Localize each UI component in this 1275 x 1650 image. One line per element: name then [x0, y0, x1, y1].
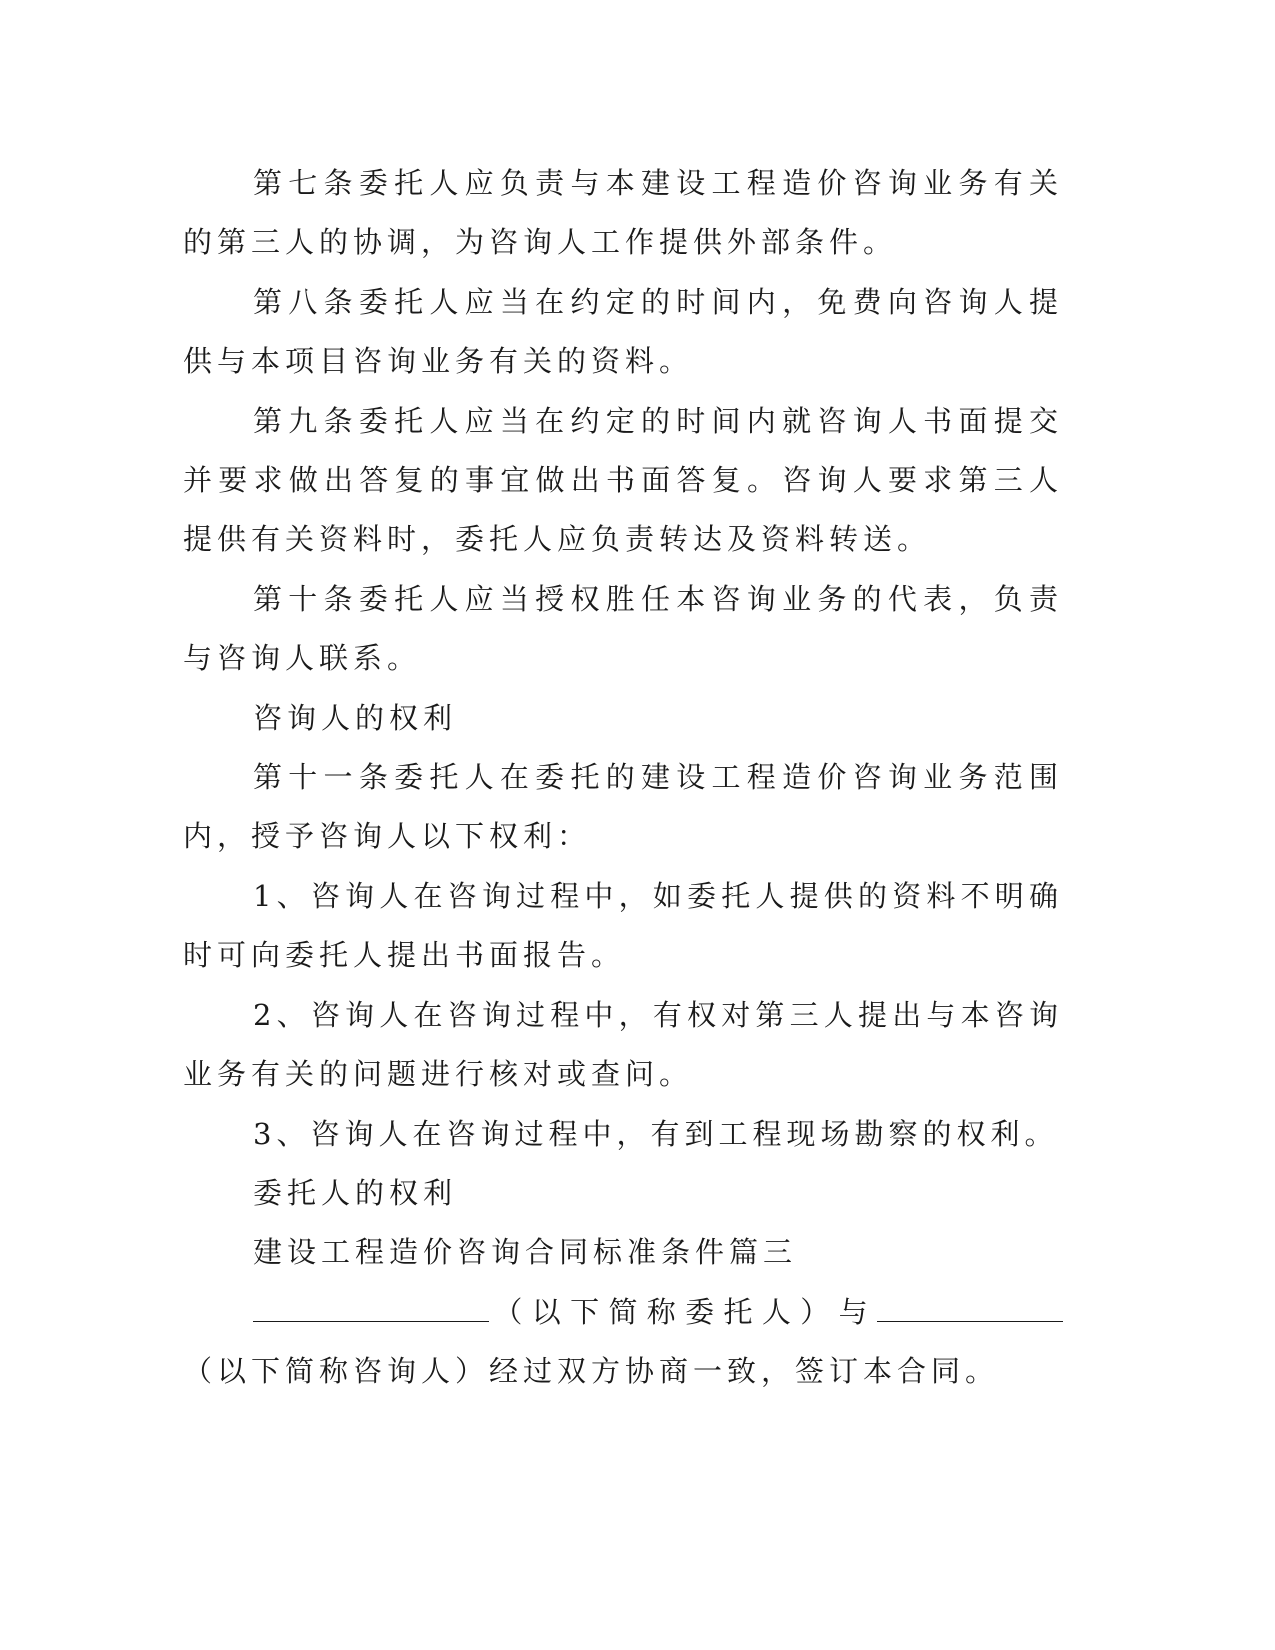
article-8: 第八条委托人应当在约定的时间内，免费向咨询人提供与本项目咨询业务有关的资料。	[183, 284, 1063, 379]
section-heading-part-3: 建设工程造价咨询合同标准条件篇三	[253, 1235, 798, 1270]
document-body	[183, 154, 1063, 1402]
parties-text-2: （以下简称咨询人）经过双方协商一致，签订本合同。	[183, 1354, 1000, 1389]
contract-parties-paragraph	[183, 1283, 1063, 1402]
article-10: 第十条委托人应当授权胜任本咨询业务的代表，负责与咨询人联系。	[183, 581, 1063, 676]
client-name-blank	[253, 1289, 489, 1322]
article-9: 第九条委托人应当在约定的时间内就咨询人书面提交并要求做出答复的事宜做出书面答复。咨询人要求第三人提供有关资料时，委托人应负责转达及资料转送。	[183, 403, 1063, 557]
section-heading-consultant-rights: 咨询人的权利	[253, 700, 458, 735]
parties-text-1: （以下简称委托人）与	[489, 1294, 877, 1329]
article-7: 第七条委托人应负责与本建设工程造价咨询业务有关的第三人的协调，为咨询人工作提供外部条件。	[183, 166, 1063, 260]
consultant-name-blank	[877, 1289, 1063, 1322]
list-item-3: 3、咨询人在咨询过程中，有到工程现场勘察的权利。	[253, 1116, 1059, 1151]
section-heading-client-rights: 委托人的权利	[253, 1175, 458, 1210]
list-item-1: 1、咨询人在咨询过程中，如委托人提供的资料不明确时可向委托人提出书面报告。	[183, 878, 1063, 973]
list-item-2: 2、咨询人在咨询过程中，有权对第三人提出与本咨询业务有关的问题进行核对或查问。	[183, 997, 1063, 1092]
article-11: 第十一条委托人在委托的建设工程造价咨询业务范围内，授予咨询人以下权利：	[183, 760, 1063, 854]
